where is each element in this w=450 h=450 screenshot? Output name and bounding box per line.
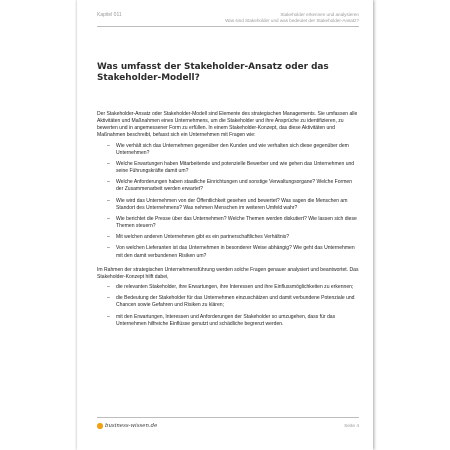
document-page — [77, 0, 373, 450]
chapter-label: Kapitel 011 — [97, 12, 122, 18]
second-paragraph: Im Rahmen der strategischen Unternehmensführung werden solche Fragen genauer analysiert und beantwortet. Das Stakeholder-Konzept hilft dabei, — [97, 266, 359, 280]
dash-bullet: – — [107, 313, 110, 320]
list-item — [107, 284, 359, 291]
brand-logo[interactable] — [97, 423, 157, 429]
list-item — [107, 234, 359, 241]
paragraph-gap — [97, 260, 359, 267]
dash-bullet: – — [107, 179, 110, 186]
section-line-1: Stakeholder erkennen und analysieren — [280, 12, 359, 17]
purpose-list — [107, 284, 359, 328]
list-item-text: die relevanten Stakeholder, ihre Erwartungen, ihre Interessen und ihre Einflussmöglichkeiten zu erkennen; — [116, 284, 354, 291]
page-content — [97, 0, 359, 450]
body-text — [97, 111, 359, 328]
dash-bullet: – — [107, 234, 110, 241]
section-heading — [225, 12, 359, 24]
list-item — [107, 314, 359, 328]
list-item-text: Welche Erwartungen haben Mitarbeitende und potenzielle Bewerber und wie gehen das Unternehmen und seine Führungskräfte damit um? — [116, 160, 355, 175]
list-item-text: mit den Erwartungen, Interessen und Anforderungen der Stakeholder so umzugehen, dass für das Unternehmen hilfreiche Einflüsse genutzt und schädliche begrenzt werden. — [116, 313, 336, 327]
list-item-text: Welche Anforderungen haben staatliche Einrichtungen und sonstige Verwaltungsorgane? Welche Formen der Zusammenarbeit werden erwartet? — [116, 179, 353, 193]
dash-bullet: – — [107, 284, 110, 291]
dash-bullet: – — [107, 245, 110, 252]
list-item-text: Wie wird das Unternehmen von der Öffentlichkeit gesehen und bewertet? Was sagen die Menschen am Standort des Unternehmens? Was nehmen Menschen im weiteren Umfeld wahr? — [116, 197, 348, 211]
list-item-text: Mit welchen anderen Unternehmen gibt es ein partnerschaftliches Verhältnis? — [116, 234, 290, 241]
list-item — [107, 161, 359, 175]
dash-bullet: – — [107, 142, 110, 149]
dash-bullet: – — [107, 215, 110, 222]
page-title: Was umfasst der Stakeholder-Ansatz oder das Stakeholder-Modell? — [97, 62, 329, 83]
list-item-text: Wie berichtet die Presse über das Unternehmen? Welche Themen werden diskutiert? Wie lassen sich diese Themen steuern? — [116, 215, 357, 230]
page-footer — [97, 417, 359, 431]
brand-dot-icon — [97, 423, 103, 429]
dash-bullet: – — [107, 295, 110, 302]
list-item — [107, 179, 359, 193]
list-item — [107, 245, 359, 259]
question-list — [107, 143, 359, 260]
list-item-text: Von welchen Lieferanten ist das Unternehmen in besonderer Weise abhängig? Wie geht das Unternehmen mit den damit verbundenen Risiken um? — [116, 245, 355, 259]
list-item — [107, 198, 359, 212]
list-item-text: Wie verhält sich das Unternehmen gegenüber den Kunden und wie verhalten sich diese gegenüber dem Unternehmen? — [116, 142, 349, 156]
list-item — [107, 216, 359, 230]
brand-name: business-wissen.de — [105, 423, 158, 429]
page-number: Seite 4 — [344, 423, 359, 429]
footer-divider — [97, 417, 359, 418]
header-divider — [97, 26, 359, 27]
list-item — [107, 143, 359, 157]
dash-bullet: – — [107, 197, 110, 204]
intro-paragraph: Der Stakeholder-Ansatz oder Stakeholder-Modell sind Elemente des strategischen Managements. Sie umfassen alle Aktivitäten und Maßnahmen eines Unternehmens, um die Stakeholder und ihre Ansprüche zu identifizieren, zu bewerten und in angemessener Form zu erfüllen. In einem Stakeholder-Konzept, das diese Aktivitäten und Maßnahmen beschreibt, befasst sich ein Unternehmen mit Fragen wie: — [97, 111, 358, 139]
dash-bullet: – — [107, 160, 110, 167]
section-line-2: Was sind Stakeholder und was bedeutet der Stakeholder-Ansatz? — [225, 18, 359, 23]
list-item-text: die Bedeutung der Stakeholder für das Unternehmen einzuschätzen und damit verbundene Potenziale und Chancen sowie Gefahren und Risiken zu klären; — [116, 295, 355, 309]
list-item — [107, 295, 359, 309]
